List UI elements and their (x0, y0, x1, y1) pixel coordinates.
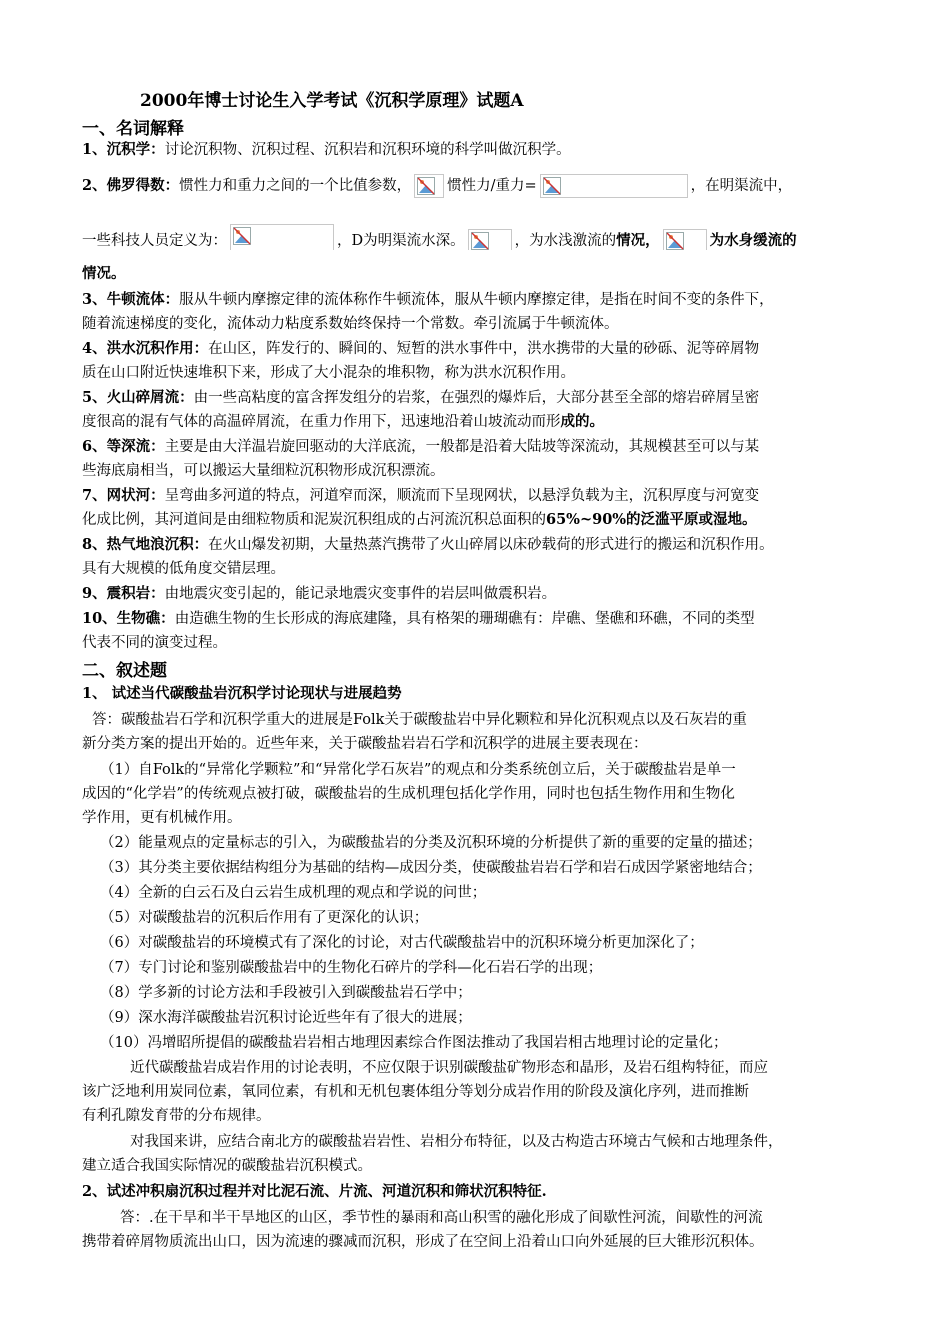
term-2-name: 2、佛罗得数： (82, 177, 180, 194)
question-1: 1、 试述当代碳酸盐岩沉积学讨论现状与进展趋势 (82, 685, 402, 702)
answer-1-point-1-line-3: 学作用，更有机械作用。 (82, 810, 242, 826)
term-4: 4、洪水沉积作用：在山区，阵发行的、瞬间的、短暂的洪水事件中，洪水携带的大量的砂砾、泥等碎屑物 (82, 340, 760, 357)
term-1-name: 1、沉积学： (82, 141, 165, 158)
term-6-line-2: 些海底扇相当，可以搬运大量细粒沉积物形成沉积漂流。 (82, 463, 445, 479)
term-10-name: 10、生物礁： (82, 610, 175, 627)
term-8-line-2: 具有大规模的低角度交错层理。 (82, 561, 285, 577)
answer-1-conclusion-2: 对我国来讲，应结合南北方的碳酸盐岩岩性、岩相分布特征，以及古构造古环境古气候和古地理条件， (130, 1134, 783, 1150)
term-7: 7、网状河：呈弯曲多河道的特点，河道窄而深，顺流而下呈现网状，以悬浮负载为主，沉积厚度与河宽变 (82, 487, 760, 504)
answer-1-point-2: （2）能量观点的定量标志的引入，为碳酸盐岩的分类及沉积环境的分析提供了新的重要的定量的描述； (100, 835, 762, 851)
broken-image-icon (414, 174, 444, 198)
answer-1-conclusion-2-line-2: 建立适合我国实际情况的碳酸盐岩沉积模式。 (82, 1158, 372, 1174)
answer-1-point-6: （6）对碳酸盐岩的环境模式有了深化的讨论，对古代碳酸盐岩中的沉积环境分析更加深化了； (100, 935, 704, 951)
term-10-line-2: 代表不同的演变过程。 (82, 635, 227, 651)
answer-1-point-7: （7）专门讨论和鉴别碳酸盐岩中的生物化石碎片的学科—化石岩石学的出现； (100, 960, 603, 976)
term-9-name: 9、震积岩： (82, 585, 165, 602)
broken-image-icon (663, 229, 707, 250)
term-4-line-2: 质在山口附近快速堆积下来，形成了大小混杂的堆积物，称为洪水沉积作用。 (82, 365, 575, 381)
term-1 (82, 138, 882, 162)
term-8-name: 8、热气地浪沉积： (82, 536, 209, 553)
answer-1-point-3: （3）其分类主要依据结构组分为基础的结构—成因分类，使碳酸盐岩岩石学和岩石成因学紧密地结合； (100, 860, 762, 876)
answer-1-point-5: （5）对碳酸盐岩的沉积后作用有了更深化的认识； (100, 910, 429, 926)
answer-1-line-1: 答：碳酸盐岩石学和沉积学重大的进展是Folk关于碳酸盐岩中异化颗粒和异化沉积观点以及石灰岩的重 (92, 712, 747, 728)
answer-1-point-4: （4）全新的白云石及白云岩生成机理的观点和学说的问世； (100, 885, 487, 901)
answer-1-conclusion-1-line-3: 有利孔隙发育带的分布规律。 (82, 1108, 271, 1124)
answer-1-point-10: （10）冯增昭所提倡的碳酸盐岩岩相古地理因素综合作图法推动了我国岩相古地理讨论的定量化； (100, 1035, 728, 1051)
term-7-line-2: 化成比例，其河道间是由细粒物质和泥炭沉积组成的占河流沉积总面积的65%~90%的泛滥平原或湿地。 (82, 511, 757, 528)
broken-image-icon (468, 229, 512, 250)
term-6-name: 6、等深流： (82, 438, 165, 455)
answer-1-point-9: （9）深水海洋碳酸盐岩沉积讨论近些年有了很大的进展； (100, 1010, 472, 1026)
answer-1-line-2: 新分类方案的提出开始的。近些年来，关于碳酸盐岩岩石学和沉积学的进展主要表现在： (82, 736, 648, 752)
term-9: 9、震积岩：由地震灾变引起的，能记录地震灾变事件的岩层叫做震积岩。 (82, 585, 557, 602)
answer-1-point-1: （1）自Folk的“异常化学颗粒”和“异常化学石灰岩”的观点和分类系统创立后，关于碳酸盐岩是单一 (100, 762, 736, 778)
term-2-line-3: 情况。 (82, 265, 126, 282)
term-3-line-2: 随着流速梯度的变化，流体动力粘度系数始终保持一个常数。牵引流属于牛顿流体。 (82, 316, 619, 332)
term-3: 3、牛顿流体：服从牛顿内摩擦定律的流体称作牛顿流体，服从牛顿内摩擦定律，是指在时间不变的条件下， (82, 291, 774, 308)
answer-1-point-8: （8）学多新的讨论方法和手段被引入到碳酸盐岩石学中； (100, 985, 472, 1001)
answer-1-conclusion-1-line-2: 该广泛地利用炭同位素，氧同位素，有机和无机包裹体组分等划分成岩作用的阶段及演化序列，进而推断 (82, 1084, 749, 1100)
answer-2-line-1: 答：.在干旱和半干旱地区的山区，季节性的暴雨和高山积雪的融化形成了间歇性河流，间歇性的河流 (120, 1210, 763, 1226)
section-heading-essays: 二、叙述题 (82, 661, 167, 681)
broken-image-icon (230, 224, 334, 250)
term-10: 10、生物礁：由造礁生物的生长形成的海底建隆，具有格架的珊瑚礁有：岸礁、堡礁和环礁，不同的类型 (82, 610, 755, 627)
term-4-name: 4、洪水沉积作用： (82, 340, 209, 357)
term-3-name: 3、牛顿流体： (82, 291, 180, 308)
term-6: 6、等深流：主要是由大洋温岩旋回驱动的大洋底流，一般都是沿着大陆坡等深流动，其规模甚至可以与某 (82, 438, 760, 455)
exam-title: 2000年博士讨论生入学考试《沉积学原理》试题A (140, 91, 524, 111)
term-2-line-2: 一些科技人员定义为： ，D为明渠流水深。 ，为水浅激流的情况， 为水身缓流的 (82, 224, 882, 250)
term-7-name: 7、网状河： (82, 487, 165, 504)
term-5: 5、火山碎屑流：由一些高粘度的富含挥发组分的岩浆，在强烈的爆炸后，大部分甚至全部的熔岩碎屑呈密 (82, 389, 760, 406)
term-5-name: 5、火山碎屑流： (82, 389, 194, 406)
term-2-line-1: 2、佛罗得数：惯性力和重力之间的一个比值参数， 惯性力/重力= ，在明渠流中， (82, 174, 882, 198)
answer-1-point-1-line-2: 成因的“化学岩”的传统观点被打破，碳酸盐岩的生成机理包括化学作用，同时也包括生物作用和生物化 (82, 786, 735, 802)
answer-2-line-2: 携带着碎屑物质流出山口，因为流速的骤减而沉积，形成了在空间上沿着山口向外延展的巨大锥形沉积体。 (82, 1234, 764, 1250)
term-8: 8、热气地浪沉积：在火山爆发初期，大量热蒸汽携带了火山碎屑以床砂载荷的形式进行的搬运和沉积作用。 (82, 536, 774, 553)
section-heading-definitions: 一、名词解释 (82, 119, 184, 139)
term-1-definition: 讨论沉积物、沉积过程、沉积岩和沉积环境的科学叫做沉积学。 (164, 142, 571, 158)
broken-image-icon (540, 174, 688, 198)
question-2: 2、试述冲积扇沉积过程并对比泥石流、片流、河道沉积和筛状沉积特征. (82, 1183, 547, 1200)
term-5-line-2: 度很高的混有气体的高温碎屑流，在重力作用下，迅速地沿着山坡流动而形成的。 (82, 413, 604, 430)
answer-1-conclusion-1: 近代碳酸盐岩成岩作用的讨论表明，不应仅限于识别碳酸盐矿物形态和晶形，及岩石组构特征，而应 (130, 1060, 768, 1076)
